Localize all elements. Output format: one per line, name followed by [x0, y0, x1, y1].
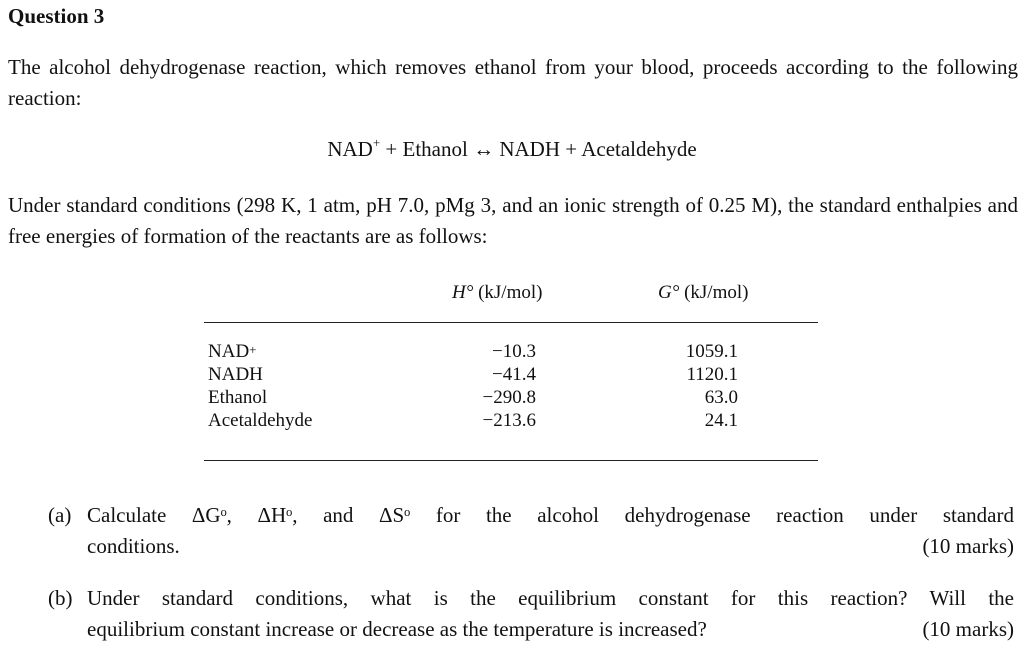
part-a-line2: conditions. (10 marks) [87, 531, 1014, 562]
table-bottom-rule [204, 460, 818, 461]
part-b-marks: (10 marks) [922, 617, 1014, 641]
table-row [204, 340, 818, 363]
conditions-paragraph: Under standard conditions (298 K, 1 atm, pH 7.0, pMg 3, and an ionic strength of 0.25 M), the standard enthalpies and free energies of formation of the reactants are as follows: [8, 193, 1018, 248]
part-b-label: (b) [48, 586, 73, 610]
table-row [204, 363, 818, 386]
part-a-line1: Calculate ΔGᵒ, ΔHᵒ, and ΔSᵒ for the alcohol dehydrogenase reaction under standard [87, 503, 1014, 527]
compound-name: Ethanol [208, 387, 268, 408]
free-energy-value: 1120.1 [686, 364, 738, 385]
header-enthalpy: H° (kJ/mol) [452, 282, 543, 303]
part-a-body [87, 500, 1014, 562]
species-nadh: NADH [499, 137, 561, 161]
part-b-body [87, 583, 1014, 645]
part-b-line1: Under standard conditions, what is the equilibrium constant for this reaction? Will the [87, 586, 1014, 610]
header-free-energy: G° (kJ/mol) [658, 282, 749, 303]
enthalpy-value: −10.3 [492, 341, 536, 362]
table-row [204, 409, 818, 432]
species-ethanol: Ethanol [402, 137, 468, 161]
question-heading: Question 3 [8, 4, 105, 28]
plus-sign: + [560, 137, 582, 161]
table-row [204, 386, 818, 409]
table-body [204, 340, 818, 432]
compound-name: Acetaldehyde [208, 410, 313, 431]
thermo-table [204, 282, 818, 431]
free-energy-value: 1059.1 [685, 341, 738, 362]
part-a-marks: (10 marks) [922, 534, 1014, 558]
table-header [204, 282, 818, 312]
question-part-a [48, 500, 1014, 562]
part-a-label: (a) [48, 503, 72, 527]
intro-paragraph: The alcohol dehydrogenase reaction, which removes ethanol from your blood, proceeds according to the following reaction: [8, 55, 1018, 110]
enthalpy-value: −41.4 [492, 364, 536, 385]
plus-sign: + [380, 137, 403, 161]
compound-name: NAD+ [208, 341, 257, 362]
enthalpy-value: −290.8 [482, 387, 536, 408]
compound-name: NADH [208, 364, 263, 385]
equilibrium-arrow: ↔ [467, 137, 500, 161]
species-nad-plus: NAD+ [327, 135, 381, 161]
part-b-line2: equilibrium constant increase or decrease as the temperature is increased? (10 marks) [87, 614, 1014, 645]
species-acetaldehyde: Acetaldehyde [581, 137, 697, 161]
reaction-equation [0, 137, 1024, 162]
question-part-b [48, 583, 1014, 645]
table-top-rule [204, 322, 818, 323]
free-energy-value: 24.1 [704, 410, 738, 431]
enthalpy-value: −213.6 [482, 410, 536, 431]
free-energy-value: 63.0 [704, 387, 738, 408]
